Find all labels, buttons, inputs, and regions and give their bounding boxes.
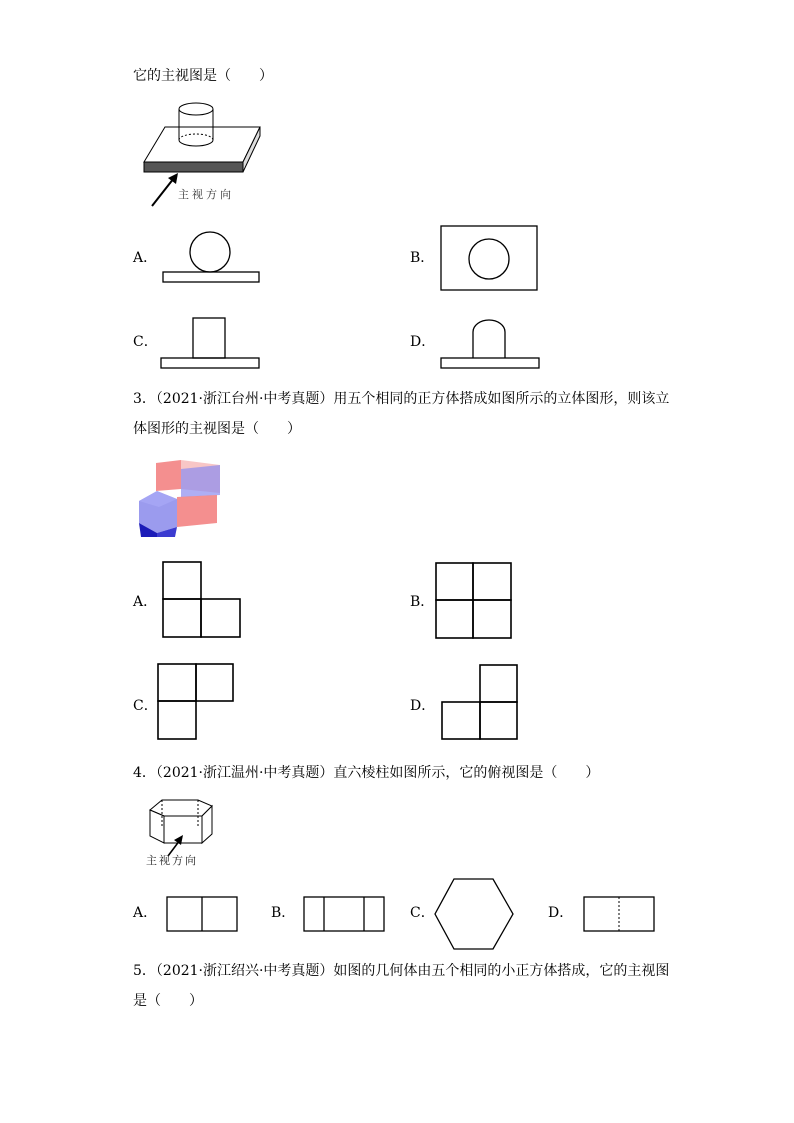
q4-option-b-figure	[303, 896, 387, 934]
q3-option-a-label: A．	[133, 594, 158, 610]
q2-option-b-figure	[440, 225, 540, 295]
q3-stem-line2: 体图形的主视图是（ ）	[133, 421, 301, 437]
q3-option-c-figure	[157, 663, 237, 743]
q3-stem-line1: 3．（2021·浙江台州·中考真题）用五个相同的正方体搭成如图所示的立体图形，则该立	[133, 391, 670, 407]
q2-view-direction-label: 主视方向	[178, 188, 234, 201]
q2-option-a-label: A．	[133, 250, 158, 266]
q2-stem-tail: 它的主视图是（ ）	[133, 68, 273, 84]
q5-stem-line1: 5．（2021·浙江绍兴·中考真题）如图的几何体由五个相同的小正方体搭成，它的主视图	[133, 963, 670, 979]
q2-option-b-label: B．	[410, 250, 435, 266]
q3-option-d-figure	[441, 664, 521, 744]
q4-option-d-label: D．	[548, 905, 574, 921]
q2-option-d-label: D．	[410, 334, 436, 350]
q4-option-d-figure	[583, 896, 657, 934]
q4-option-b-label: B．	[271, 905, 296, 921]
q4-option-c-figure	[433, 877, 517, 953]
q2-option-d-figure	[440, 312, 540, 372]
q5-stem-line2: 是（ ）	[133, 993, 203, 1009]
q2-option-c-label: C．	[133, 334, 158, 350]
q2-option-c-figure	[160, 312, 260, 372]
q4-option-c-label: C．	[410, 905, 435, 921]
q4-stem-line1: 4．（2021·浙江温州·中考真题）直六棱柱如图所示，它的俯视图是（ ）	[133, 765, 600, 781]
q3-figure-cubes-3d	[137, 457, 227, 542]
q4-view-direction-label: 主视方向	[146, 854, 198, 867]
q3-option-b-label: B．	[410, 594, 435, 610]
q2-option-a-figure	[160, 228, 260, 288]
q3-option-c-label: C．	[133, 698, 158, 714]
q4-option-a-figure	[166, 896, 240, 934]
q4-option-a-label: A．	[133, 905, 158, 921]
q3-option-a-figure	[162, 561, 244, 641]
q3-option-d-label: D．	[410, 698, 436, 714]
q3-option-b-figure	[435, 562, 515, 642]
